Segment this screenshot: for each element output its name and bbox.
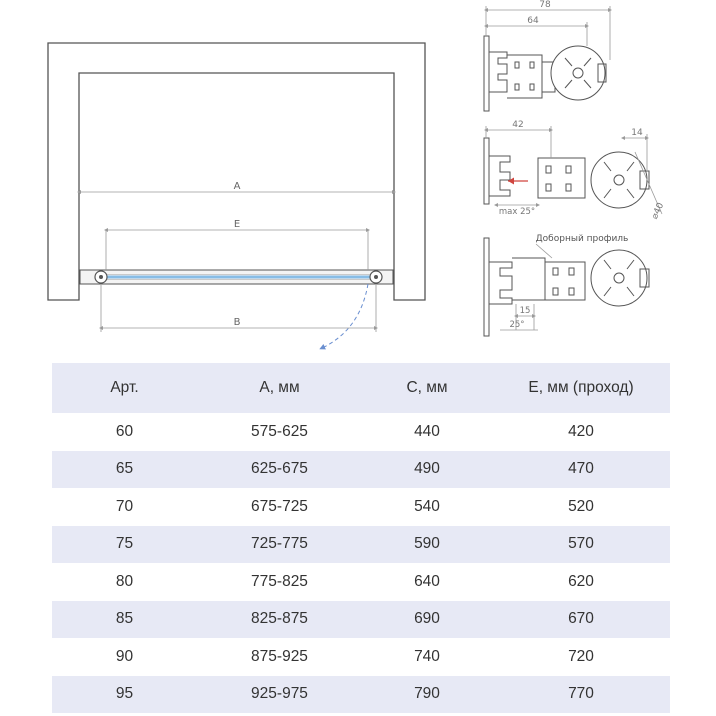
- profile-middle-dim-small: 14: [631, 128, 643, 138]
- profile-bottom-dimensions: [500, 244, 552, 330]
- cell-a: 775-825: [251, 572, 308, 590]
- header-c: C, мм: [406, 379, 448, 396]
- cell-e: 470: [568, 460, 594, 478]
- cell-c: 640: [414, 572, 440, 590]
- cell-c: 740: [414, 647, 440, 665]
- cell-a: 575-625: [251, 422, 308, 440]
- table-header-row: [52, 363, 670, 413]
- table-row: [52, 488, 670, 526]
- profile-detail-middle: [484, 138, 649, 208]
- cell-a: 725-775: [251, 535, 308, 553]
- cell-e: 570: [568, 535, 594, 553]
- table-row: [52, 413, 670, 451]
- cell-a: 625-675: [251, 460, 308, 478]
- cell-a: 675-725: [251, 497, 308, 515]
- cell-e: 720: [568, 647, 594, 665]
- cell-art: 65: [115, 460, 134, 478]
- dim-a-label: A: [233, 181, 241, 192]
- cell-art: 80: [115, 572, 134, 590]
- header-art: Арт.: [110, 379, 139, 396]
- header-a: A, мм: [259, 379, 300, 396]
- spec-table: [52, 363, 670, 713]
- cell-e: 520: [568, 497, 594, 515]
- profile-middle-dim-angle: max 25°: [498, 207, 536, 217]
- profile-top-dim-outer: 78: [539, 0, 551, 10]
- cell-art: 90: [115, 647, 134, 665]
- table-row: [52, 451, 670, 489]
- table-row: [52, 676, 670, 714]
- cell-c: 790: [414, 685, 440, 703]
- dim-e-label: E: [233, 219, 241, 230]
- profile-bottom-dim-offset: 15: [519, 306, 531, 316]
- door-assembly: [80, 270, 393, 348]
- profile-middle-dim-diameter: ⌀40: [650, 201, 667, 221]
- cell-a: 925-975: [251, 685, 308, 703]
- cell-a: 825-875: [251, 610, 308, 628]
- profile-top-dim-inner: 64: [527, 16, 539, 26]
- cell-art: 75: [115, 535, 134, 553]
- wall-niche: [48, 43, 425, 300]
- cell-art: 60: [115, 422, 134, 440]
- table-row: [52, 601, 670, 639]
- profile-bottom-dim-angle: 25°: [509, 320, 525, 330]
- profile-middle-dim-width: 42: [512, 120, 524, 130]
- cell-a: 875-925: [251, 647, 308, 665]
- swing-arc: [322, 284, 368, 348]
- cell-art: 70: [115, 497, 134, 515]
- cell-c: 590: [414, 535, 440, 553]
- plan-dimensions: [79, 192, 394, 332]
- cell-c: 490: [414, 460, 440, 478]
- header-e: E, мм (проход): [528, 379, 634, 396]
- cell-art: 95: [115, 685, 134, 703]
- cell-c: 540: [414, 497, 440, 515]
- cell-e: 420: [568, 422, 594, 440]
- plan-view: [48, 43, 425, 300]
- cell-e: 620: [568, 572, 594, 590]
- table-row: [52, 638, 670, 676]
- cell-c: 690: [414, 610, 440, 628]
- cell-art: 85: [115, 610, 134, 628]
- profile-bottom-label: Доборный профиль: [535, 234, 629, 244]
- cell-c: 440: [414, 422, 440, 440]
- table-row: [52, 563, 670, 601]
- profile-detail-top: [484, 36, 606, 111]
- cell-e: 670: [568, 610, 594, 628]
- dim-b-label: B: [233, 317, 241, 328]
- cell-e: 770: [568, 685, 594, 703]
- table-row: [52, 526, 670, 564]
